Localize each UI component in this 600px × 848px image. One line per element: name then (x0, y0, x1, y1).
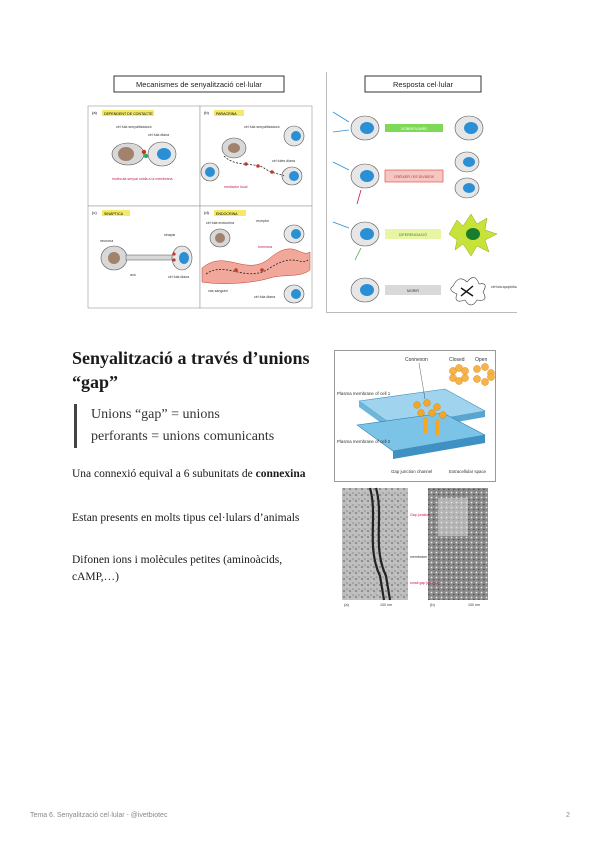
signalling-mechanisms-diagram (86, 72, 316, 312)
small-junction-label: small gap junction (410, 581, 439, 585)
panel-b-label: (b) (204, 110, 209, 115)
result-nucleus-2b (463, 183, 475, 193)
panel-d-text1: cèl·lula endocrina (206, 221, 235, 225)
paracrine-nucleus (228, 143, 240, 153)
target-nucleus-b1 (291, 131, 301, 141)
panel-c-label: (c) (92, 210, 97, 215)
gap-junction-label: Gap junction (410, 513, 431, 517)
open-connexon (473, 363, 494, 385)
mediator-dot-2 (256, 164, 260, 168)
channel-label: Gap junction channel (391, 469, 433, 474)
panel-a-text1: cèl·lula senyalitzadora (116, 125, 152, 129)
target-nucleus-b3 (289, 171, 299, 181)
micrograph-diagram (340, 486, 490, 608)
axon (126, 255, 174, 260)
signal-line-2b (357, 190, 361, 204)
panel-d-text3: hormona (258, 245, 273, 249)
hormone-dot-2 (260, 268, 264, 272)
target-nucleus-d1 (291, 229, 301, 239)
paragraph-connexin-text: Una connexió equival a 6 subunitats de (72, 468, 256, 480)
panel-a-text2: cèl·lula diana (148, 133, 170, 137)
micrograph-a (342, 488, 408, 600)
closed-connexon (449, 364, 468, 384)
signal-line-1a (333, 112, 349, 122)
open-label: Open (475, 357, 488, 363)
response-nucleus-4 (360, 284, 374, 296)
micrograph-a-label: (a) (344, 602, 349, 607)
mechanisms-title: Mecanismes de senyalització cel·lular (136, 80, 262, 89)
panel-b-text3: mediador local (224, 185, 248, 189)
contact-receptor (144, 154, 148, 158)
panel-c-text4: cèl·lula diana (168, 275, 190, 279)
result-nucleus-1 (464, 122, 478, 134)
paragraph-connexin (72, 466, 312, 483)
target-nucleus-d2 (291, 289, 301, 299)
panel-d-tag: ENDOCRINA (216, 212, 238, 216)
signal-line-2a (333, 162, 349, 170)
apoptotic-caption: cèl·lula apoptòtica (491, 285, 517, 289)
response-label-3: DIFERENCIACIÓ (398, 233, 428, 237)
quote-line-2: perforants = unions comunicants (91, 429, 275, 444)
response-label-4: MORIR (407, 289, 419, 293)
panel-b-tag: PARACRINA (216, 112, 237, 116)
hormone-dot-1 (234, 268, 238, 272)
panel-b-text1: cèl·lula senyalitzadora (244, 125, 280, 129)
signal-line-1b (333, 130, 349, 132)
response-label-2: CRÉIXER I ES DIVIDEIX (393, 175, 435, 179)
footer-left: Tema 6. Senyalització cel·lular - @ivetbiotec (30, 812, 168, 819)
connexon-label: Connexon (405, 357, 428, 363)
panel-b-text2: cèl·lules diana (272, 159, 295, 163)
junction-patch (438, 498, 468, 536)
differentiated-nucleus (466, 228, 480, 240)
synapse-dot-2 (172, 258, 175, 261)
closed-label: Closed (449, 357, 465, 363)
mediator-dot-3 (270, 170, 274, 174)
signal-line-3a (333, 222, 349, 228)
response-nucleus-3 (360, 228, 374, 240)
panel-a-label: (a) (92, 110, 97, 115)
paragraph-connexin-bold: connexina (255, 468, 306, 480)
cellular-response-figure (326, 72, 517, 313)
signalling-mechanisms-figure (86, 72, 316, 312)
panel-b (200, 106, 312, 206)
endocrine-nucleus (215, 233, 225, 243)
target-nucleus-c (179, 252, 189, 264)
signalling-nucleus (118, 147, 134, 161)
panel-c-text2: sinapsi (164, 233, 176, 237)
panel-c-text3: axó (130, 273, 136, 277)
neuron-nucleus (108, 252, 120, 264)
response-label-1: SOBREVIURE (400, 126, 428, 131)
scale-b: 100 nm (468, 603, 480, 607)
quote-block (74, 404, 341, 448)
gap-junction-figure (334, 350, 496, 482)
panel-d-text2: receptor (256, 219, 270, 223)
micrograph-figure (340, 486, 490, 608)
panel-a-text3: molècula senyal unida a la membrana (112, 177, 173, 181)
panel-d-label: (d) (204, 210, 209, 215)
extracellular-label: Extracellular space (449, 469, 487, 474)
pm2-label: Plasma membrane of cell 2 (337, 439, 391, 444)
section-title: Senyalització a través d’unions “gap” (72, 348, 310, 392)
response-nucleus-2 (360, 170, 374, 182)
paragraph-presence: Estan presents en molts tipus cel·lulars d’animals (72, 512, 300, 524)
apoptotic-cell (451, 277, 486, 305)
pm1-label: Plasma membrane of cell 1 (337, 391, 391, 396)
panel-c-tag: SINÀPTICA (104, 212, 123, 216)
result-nucleus-2a (463, 157, 475, 167)
membrane-label: membrane (410, 555, 428, 559)
gap-junction-diagram (335, 351, 495, 481)
page-number: 2 (566, 812, 570, 819)
panel-d-text5: vas sanguini (208, 289, 228, 293)
signal-line-3b (355, 248, 361, 260)
mediator-dot-1 (244, 162, 248, 166)
channel-1 (423, 417, 427, 433)
cellular-response-diagram (327, 72, 517, 312)
panel-a-tag: DEPENDENT DE CONTACTE (104, 112, 153, 116)
response-nucleus-1 (360, 122, 374, 134)
scale-a: 100 nm (380, 603, 392, 607)
quote-line-1: Unions “gap” = unions (91, 407, 220, 422)
paragraph-diffusion: Difonen ions i molècules petites (aminoàcids, cAMP,…) (72, 554, 283, 583)
synapse-dot-1 (172, 252, 175, 255)
target-nucleus-b2 (205, 167, 215, 177)
response-title: Resposta cel·lular (392, 80, 454, 89)
target-nucleus-a (157, 148, 171, 160)
channel-2 (435, 419, 439, 435)
panel-d-text4: cèl·lula diana (254, 295, 276, 299)
contact-signal (142, 150, 146, 154)
micrograph-b-label: (b) (430, 602, 435, 607)
panel-c-text1: neurona (100, 239, 114, 243)
